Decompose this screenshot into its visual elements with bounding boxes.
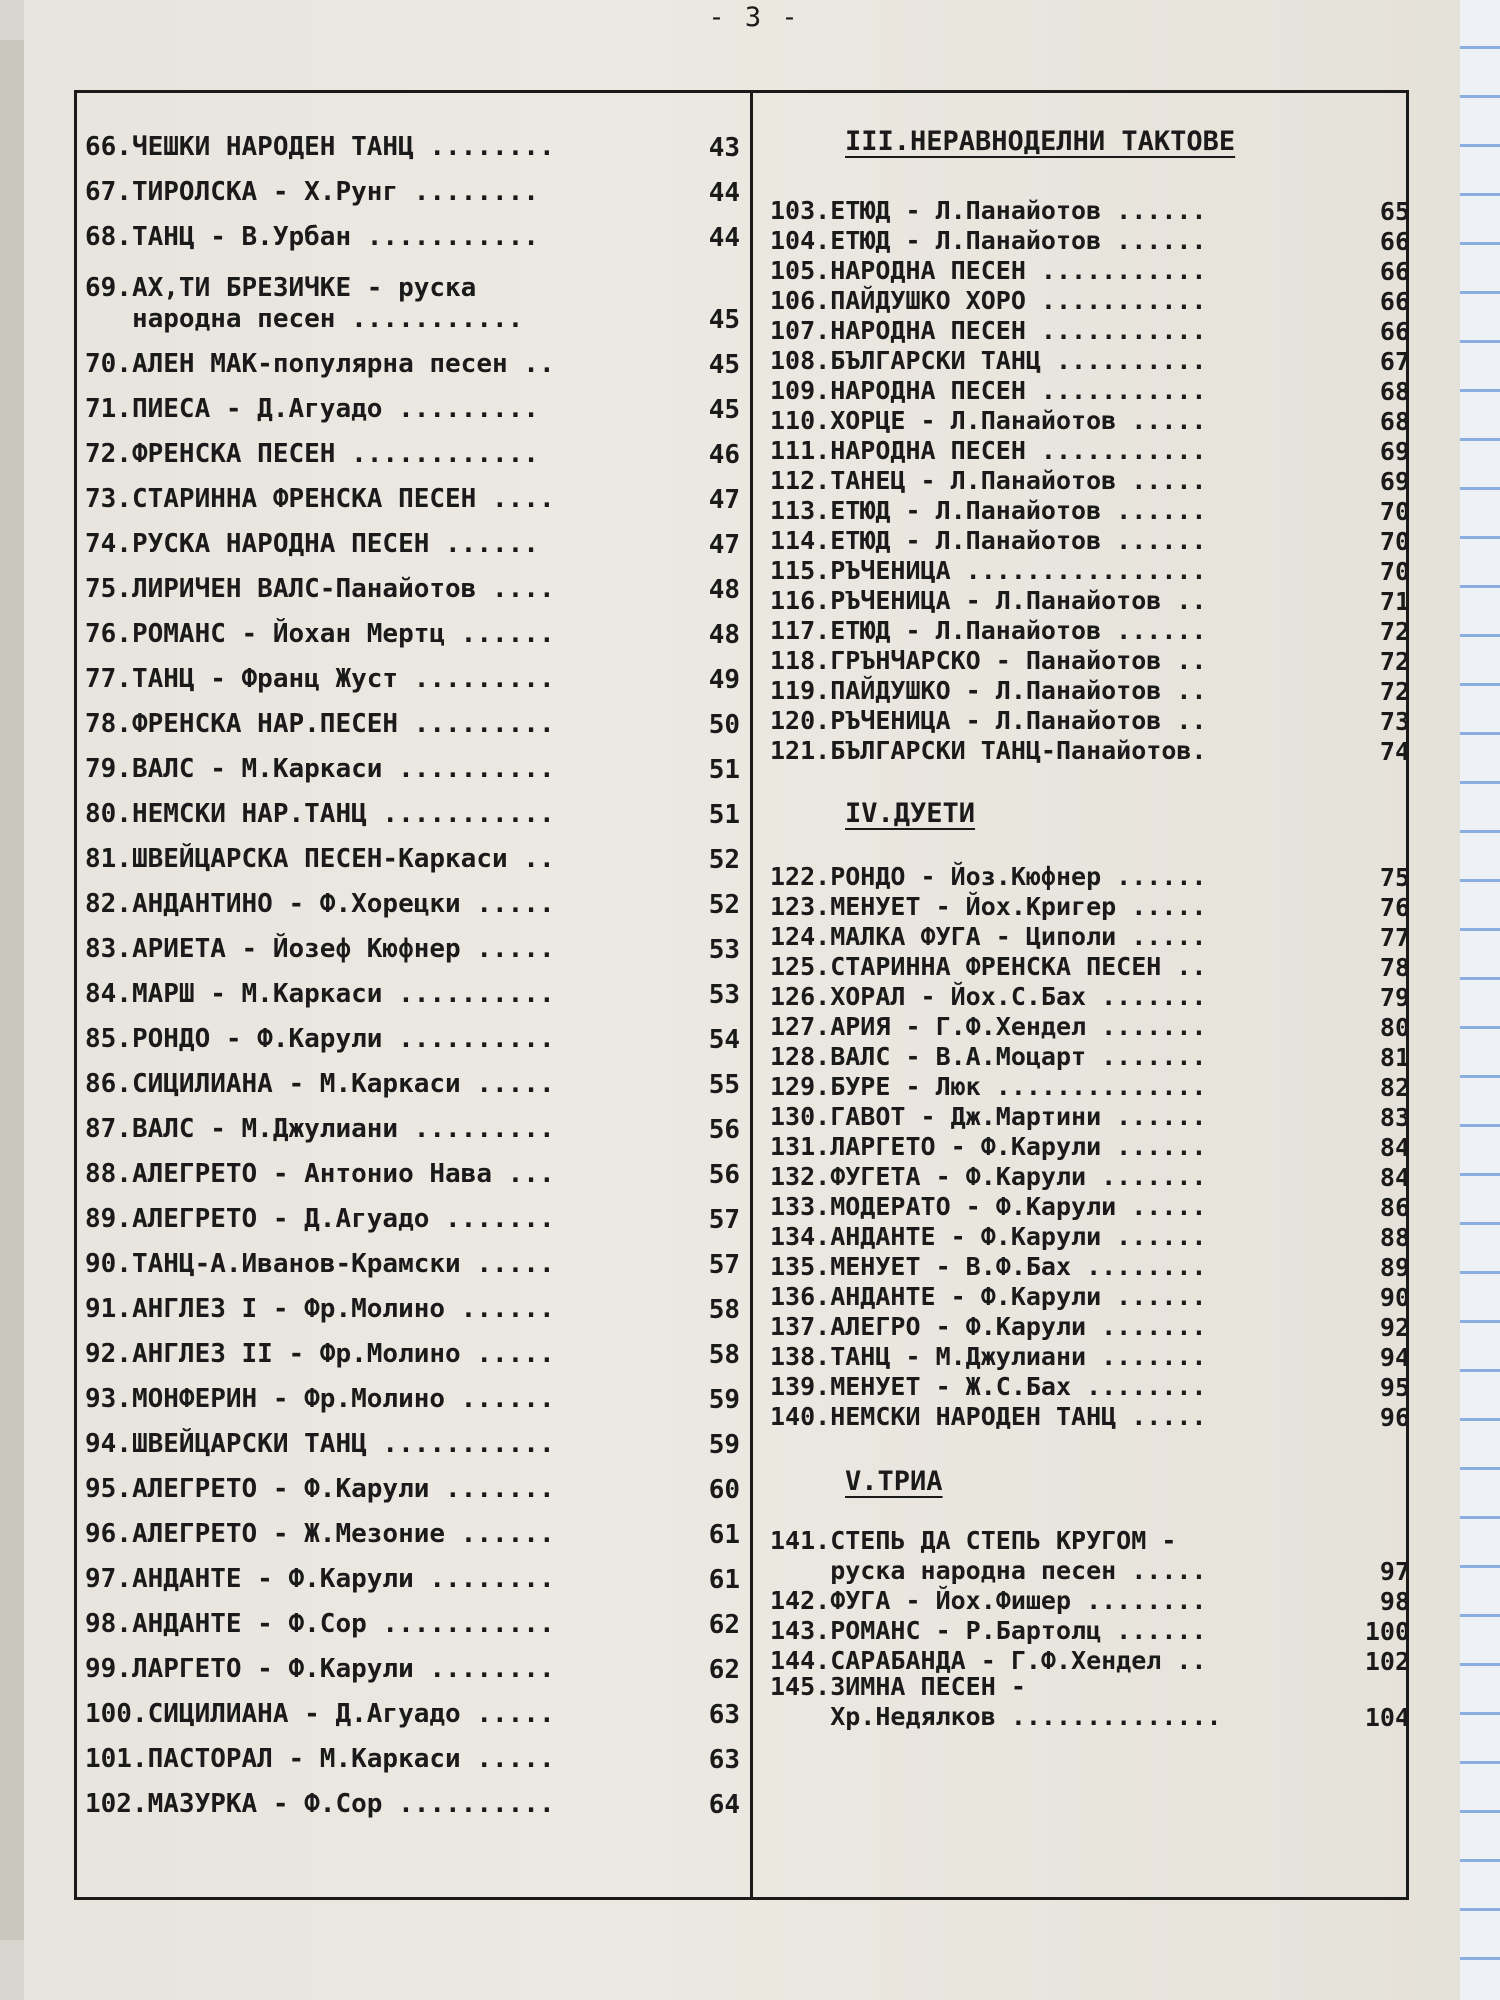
- entry-page-number: 75: [1379, 863, 1410, 892]
- entry-title: 90.ТАНЦ-А.Иванов-Крамски .....: [85, 1248, 555, 1279]
- entry-title: 124.МАЛКА ФУГА - Циполи .....: [770, 922, 1207, 951]
- contents-entry: [85, 1055, 740, 1100]
- contents-entry: [770, 1312, 1410, 1342]
- contents-entry: [770, 436, 1410, 466]
- entry-page-number: 72: [1379, 617, 1410, 646]
- section-iii-list: [770, 196, 1410, 766]
- entry-page-number: 78: [1379, 953, 1410, 982]
- contents-entry: [770, 1132, 1410, 1162]
- entry-title: 112.ТАНЕЦ - Л.Панайотов .....: [770, 466, 1207, 495]
- entry-title: 88.АЛЕГРЕТО - Антонио Нава ...: [85, 1158, 555, 1189]
- entry-page-number: 77: [1379, 923, 1410, 952]
- entry-title: 129.БУРЕ - Люк ..............: [770, 1072, 1207, 1101]
- contents-entry: [770, 1672, 1410, 1732]
- entry-page-number: 57: [708, 1250, 740, 1280]
- entry-title: 127.АРИЯ - Г.Ф.Хендел .......: [770, 1012, 1207, 1041]
- entry-page-number: 82: [1379, 1073, 1410, 1102]
- contents-entry: [85, 875, 740, 920]
- entry-page-number: 59: [708, 1385, 740, 1415]
- entry-page-number: 70: [1379, 527, 1410, 556]
- entry-page-number: 44: [708, 223, 740, 253]
- contents-entry: [770, 586, 1410, 616]
- page-number: - 3 -: [708, 2, 800, 33]
- entry-page-number: 48: [708, 575, 740, 605]
- contents-entry: [85, 695, 740, 740]
- contents-entry: [770, 1012, 1410, 1042]
- contents-entry: [85, 1010, 740, 1055]
- contents-entry: [770, 952, 1410, 982]
- entry-title: 96.АЛЕГРЕТО - Ж.Мезоние ......: [85, 1518, 555, 1549]
- entry-title: 89.АЛЕГРЕТО - Д.Агуадо .......: [85, 1203, 555, 1234]
- entry-page-number: 86: [1379, 1193, 1410, 1222]
- contents-entry: [770, 286, 1410, 316]
- entry-page-number: 43: [708, 133, 740, 163]
- entry-page-number: 96: [1379, 1403, 1410, 1432]
- entry-title: 117.ЕТЮД - Л.Панайотов ......: [770, 616, 1207, 645]
- entry-page-number: 62: [708, 1655, 740, 1685]
- entry-title: 126.ХОРАЛ - Йох.С.Бах .......: [770, 982, 1207, 1011]
- entry-title: 130.ГАВОТ - Дж.Мартини ......: [770, 1102, 1207, 1131]
- section-title-iv: IV.ДУЕТИ: [845, 798, 976, 829]
- contents-entry: [770, 316, 1410, 346]
- contents-entry: [770, 1402, 1410, 1432]
- entry-page-number: 88: [1379, 1223, 1410, 1252]
- entry-title: 81.ШВЕЙЦАРСКА ПЕСЕН-Каркаси ..: [85, 843, 555, 874]
- entry-title: 142.ФУГА - Йох.Фишер ........: [770, 1586, 1207, 1615]
- entry-title: 119.ПАЙДУШКО - Л.Панайотов ..: [770, 676, 1207, 705]
- contents-entry: [770, 1616, 1410, 1646]
- entry-page-number: 89: [1379, 1253, 1410, 1282]
- contents-entry: [85, 1415, 740, 1460]
- entry-page-number: 69: [1379, 467, 1410, 496]
- contents-entry: [85, 920, 740, 965]
- entry-title: 87.ВАЛС - М.Джулиани .........: [85, 1113, 555, 1144]
- entry-page-number: 97: [1379, 1557, 1410, 1586]
- contents-entry: [85, 1370, 740, 1415]
- entry-page-number: 57: [708, 1205, 740, 1235]
- contents-entry: [770, 1222, 1410, 1252]
- contents-entry: [85, 1325, 740, 1370]
- contents-entry: [85, 335, 740, 380]
- entry-title: 107.НАРОДНА ПЕСЕН ...........: [770, 316, 1207, 345]
- entry-title: 79.ВАЛС - М.Каркаси ..........: [85, 753, 555, 784]
- entry-page-number: 52: [708, 890, 740, 920]
- entry-page-number: 90: [1379, 1283, 1410, 1312]
- contents-entry: [770, 736, 1410, 766]
- contents-entry: [770, 1342, 1410, 1372]
- entry-page-number: 51: [708, 755, 740, 785]
- entry-title: 78.ФРЕНСКА НАР.ПЕСЕН .........: [85, 708, 555, 739]
- entry-page-number: 47: [708, 485, 740, 515]
- contents-entry: [770, 346, 1410, 376]
- entry-page-number: 58: [708, 1295, 740, 1325]
- entry-title: 141.СТЕПЬ ДА СТЕПЬ КРУГОМ - руска народна песен .....: [770, 1526, 1207, 1585]
- section-title-iii: III.НЕРАВНОДЕЛНИ ТАКТОВЕ: [845, 126, 1236, 157]
- entry-page-number: 60: [708, 1475, 740, 1505]
- grid-paper-background: [1460, 0, 1500, 2000]
- section-v-list: [770, 1526, 1410, 1732]
- entry-page-number: 53: [708, 980, 740, 1010]
- entry-page-number: 76: [1379, 893, 1410, 922]
- entry-title: 77.ТАНЦ - Франц Жуст .........: [85, 663, 555, 694]
- section-iv-list: [770, 862, 1410, 1432]
- entry-page-number: 51: [708, 800, 740, 830]
- entry-page-number: 72: [1379, 647, 1410, 676]
- contents-entry: [85, 1145, 740, 1190]
- entry-page-number: 70: [1379, 497, 1410, 526]
- contents-entry: [85, 163, 740, 208]
- entry-title: 94.ШВЕЙЦАРСКИ ТАНЦ ...........: [85, 1428, 555, 1459]
- entry-title: 103.ЕТЮД - Л.Панайотов ......: [770, 196, 1207, 225]
- entry-title: 108.БЪЛГАРСКИ ТАНЦ ..........: [770, 346, 1207, 375]
- entry-title: 93.МОНФЕРИН - Фр.Молино ......: [85, 1383, 555, 1414]
- entry-page-number: 94: [1379, 1343, 1410, 1372]
- entry-title: 84.МАРШ - М.Каркаси ..........: [85, 978, 555, 1009]
- entry-title: 69.АХ,ТИ БРЕЗИЧКЕ - руска народна песен ...........: [85, 272, 524, 334]
- entry-page-number: 67: [1379, 347, 1410, 376]
- entry-page-number: 54: [708, 1025, 740, 1055]
- entry-title: 133.МОДЕРАТО - Ф.Карули .....: [770, 1192, 1207, 1221]
- contents-entry: [85, 515, 740, 560]
- entry-title: 114.ЕТЮД - Л.Панайотов ......: [770, 526, 1207, 555]
- entry-title: 106.ПАЙДУШКО ХОРО ...........: [770, 286, 1207, 315]
- entry-page-number: 95: [1379, 1373, 1410, 1402]
- entry-page-number: 58: [708, 1340, 740, 1370]
- contents-entry: [770, 226, 1410, 256]
- entry-title: 98.АНДАНТЕ - Ф.Сор ...........: [85, 1608, 555, 1639]
- entry-page-number: 104: [1364, 1703, 1410, 1732]
- entry-page-number: 74: [1379, 737, 1410, 766]
- entry-page-number: 50: [708, 710, 740, 740]
- entry-title: 73.СТАРИННА ФРЕНСКА ПЕСЕН ....: [85, 483, 555, 514]
- entry-page-number: 92: [1379, 1313, 1410, 1342]
- entry-title: 111.НАРОДНА ПЕСЕН ...........: [770, 436, 1207, 465]
- entry-title: 145.ЗИМНА ПЕСЕН - Хр.Недялков ..............: [770, 1672, 1222, 1731]
- contents-entry: [85, 560, 740, 605]
- entry-page-number: 59: [708, 1430, 740, 1460]
- entry-title: 116.РЪЧЕНИЦА - Л.Панайотов ..: [770, 586, 1207, 615]
- entry-page-number: 81: [1379, 1043, 1410, 1072]
- contents-entry: [85, 740, 740, 785]
- contents-entry: [770, 1162, 1410, 1192]
- entry-title: 70.АЛЕН МАК-популярна песен ..: [85, 348, 555, 379]
- entry-title: 113.ЕТЮД - Л.Панайотов ......: [770, 496, 1207, 525]
- entry-title: 134.АНДАНТЕ - Ф.Карули ......: [770, 1222, 1207, 1251]
- entry-page-number: 63: [708, 1745, 740, 1775]
- entry-page-number: 73: [1379, 707, 1410, 736]
- entry-page-number: 61: [708, 1520, 740, 1550]
- entry-page-number: 69: [1379, 437, 1410, 466]
- entry-title: 120.РЪЧЕНИЦА - Л.Панайотов ..: [770, 706, 1207, 735]
- entry-page-number: 66: [1379, 287, 1410, 316]
- contents-entry: [770, 406, 1410, 436]
- entry-title: 95.АЛЕГРЕТО - Ф.Карули .......: [85, 1473, 555, 1504]
- contents-entry: [85, 208, 740, 253]
- entry-page-number: 68: [1379, 377, 1410, 406]
- contents-entry: [770, 1526, 1410, 1586]
- contents-entry: [770, 556, 1410, 586]
- entry-title: 132.ФУГЕТА - Ф.Карули .......: [770, 1162, 1207, 1191]
- entry-title: 122.РОНДО - Йоз.Кюфнер ......: [770, 862, 1207, 891]
- entry-page-number: 63: [708, 1700, 740, 1730]
- entry-page-number: 45: [708, 350, 740, 380]
- contents-entry: [770, 466, 1410, 496]
- adjacent-page-edge: [0, 40, 24, 1940]
- entry-title: 83.АРИЕТА - Йозеф Кюфнер .....: [85, 933, 555, 964]
- entry-title: 91.АНГЛЕЗ I - Фр.Молино ......: [85, 1293, 555, 1324]
- contents-entry: [770, 1072, 1410, 1102]
- contents-entry: [770, 1192, 1410, 1222]
- entry-title: 67.ТИРОЛСКА - Х.Рунг ........: [85, 176, 539, 207]
- contents-entry: [85, 253, 740, 335]
- entry-page-number: 46: [708, 440, 740, 470]
- contents-entry: [770, 376, 1410, 406]
- contents-entry: [770, 922, 1410, 952]
- entry-page-number: 52: [708, 845, 740, 875]
- entry-title: 137.АЛЕГРО - Ф.Карули .......: [770, 1312, 1207, 1341]
- entry-title: 100.СИЦИЛИАНА - Д.Агуадо .....: [85, 1698, 555, 1729]
- contents-entry: [85, 1235, 740, 1280]
- entry-page-number: 98: [1379, 1587, 1410, 1616]
- entry-page-number: 49: [708, 665, 740, 695]
- entry-title: 85.РОНДО - Ф.Карули ..........: [85, 1023, 555, 1054]
- entry-title: 68.ТАНЦ - В.Урбан ...........: [85, 221, 539, 252]
- entry-page-number: 102: [1364, 1647, 1410, 1676]
- contents-entry: [770, 676, 1410, 706]
- contents-entry: [85, 1640, 740, 1685]
- entry-title: 131.ЛАРГЕТО - Ф.Карули ......: [770, 1132, 1207, 1161]
- entry-page-number: 84: [1379, 1133, 1410, 1162]
- entry-title: 125.СТАРИННА ФРЕНСКА ПЕСЕН ..: [770, 952, 1207, 981]
- section-title-v: V.ТРИА: [845, 1466, 943, 1497]
- entry-page-number: 84: [1379, 1163, 1410, 1192]
- contents-entry: [770, 892, 1410, 922]
- contents-entry: [85, 1505, 740, 1550]
- entry-page-number: 45: [708, 305, 740, 335]
- contents-entry: [770, 1372, 1410, 1402]
- contents-entry: [770, 496, 1410, 526]
- contents-entry: [85, 1280, 740, 1325]
- entry-page-number: 71: [1379, 587, 1410, 616]
- column-divider: [750, 90, 753, 1900]
- contents-entry: [85, 785, 740, 830]
- entry-title: 66.ЧЕШКИ НАРОДЕН ТАНЦ ........: [85, 131, 555, 162]
- entry-page-number: 79: [1379, 983, 1410, 1012]
- contents-entry: [85, 1100, 740, 1145]
- entry-title: 80.НЕМСКИ НАР.ТАНЦ ...........: [85, 798, 555, 829]
- contents-entry: [770, 256, 1410, 286]
- entry-page-number: 56: [708, 1115, 740, 1145]
- entry-title: 102.МАЗУРКА - Ф.Сор ..........: [85, 1788, 555, 1819]
- entry-title: 71.ПИЕСА - Д.Агуадо .........: [85, 393, 539, 424]
- contents-entry: [770, 706, 1410, 736]
- entry-title: 139.МЕНУЕТ - Ж.С.Бах ........: [770, 1372, 1207, 1401]
- entry-page-number: 45: [708, 395, 740, 425]
- entry-title: 104.ЕТЮД - Л.Панайотов ......: [770, 226, 1207, 255]
- contents-entry: [770, 1252, 1410, 1282]
- contents-entry: [770, 1042, 1410, 1072]
- entry-title: 121.БЪЛГАРСКИ ТАНЦ-Панайотов.: [770, 736, 1207, 765]
- entry-page-number: 62: [708, 1610, 740, 1640]
- entry-title: 135.МЕНУЕТ - В.Ф.Бах ........: [770, 1252, 1207, 1281]
- entry-title: 72.ФРЕНСКА ПЕСЕН ............: [85, 438, 539, 469]
- contents-entry: [770, 616, 1410, 646]
- contents-entry: [770, 862, 1410, 892]
- contents-right-column: [770, 126, 1410, 1732]
- entry-page-number: 55: [708, 1070, 740, 1100]
- entry-title: 101.ПАСТОРАЛ - М.Каркаси .....: [85, 1743, 555, 1774]
- entry-page-number: 72: [1379, 677, 1410, 706]
- contents-entry: [85, 118, 740, 163]
- entry-title: 143.РОМАНС - Р.Бартолц ......: [770, 1616, 1207, 1645]
- entry-title: 138.ТАНЦ - М.Джулиани .......: [770, 1342, 1207, 1371]
- entry-title: 140.НЕМСКИ НАРОДЕН ТАНЦ .....: [770, 1402, 1207, 1431]
- contents-entry: [770, 1282, 1410, 1312]
- entry-title: 136.АНДАНТЕ - Ф.Карули ......: [770, 1282, 1207, 1311]
- contents-entry: [85, 965, 740, 1010]
- entry-title: 75.ЛИРИЧЕН ВАЛС-Панайотов ....: [85, 573, 555, 604]
- entry-title: 118.ГРЪНЧАРСКО - Панайотов ..: [770, 646, 1207, 675]
- contents-entry: [85, 1460, 740, 1505]
- entry-title: 105.НАРОДНА ПЕСЕН ...........: [770, 256, 1207, 285]
- contents-entry: [85, 1685, 740, 1730]
- entry-title: 74.РУСКА НАРОДНА ПЕСЕН ......: [85, 528, 539, 559]
- entry-page-number: 56: [708, 1160, 740, 1190]
- contents-entry: [770, 196, 1410, 226]
- contents-entry: [85, 425, 740, 470]
- entry-page-number: 70: [1379, 557, 1410, 586]
- contents-entry: [85, 470, 740, 515]
- entry-page-number: 68: [1379, 407, 1410, 436]
- contents-entry: [85, 650, 740, 695]
- entry-page-number: 65: [1379, 197, 1410, 226]
- entry-title: 144.САРАБАНДА - Г.Ф.Хендел ..: [770, 1646, 1207, 1675]
- contents-entry: [770, 646, 1410, 676]
- contents-entry: [85, 1730, 740, 1775]
- entry-title: 97.АНДАНТЕ - Ф.Карули ........: [85, 1563, 555, 1594]
- entry-title: 123.МЕНУЕТ - Йох.Кригер .....: [770, 892, 1207, 921]
- contents-entry: [85, 380, 740, 425]
- entry-title: 86.СИЦИЛИАНА - М.Каркаси .....: [85, 1068, 555, 1099]
- contents-entry: [85, 605, 740, 650]
- entry-title: 99.ЛАРГЕТО - Ф.Карули ........: [85, 1653, 555, 1684]
- contents-entry: [85, 830, 740, 875]
- entry-title: 115.РЪЧЕНИЦА ................: [770, 556, 1207, 585]
- contents-entry: [770, 1102, 1410, 1132]
- contents-entry: [85, 1550, 740, 1595]
- contents-entry: [85, 1775, 740, 1820]
- entry-page-number: 48: [708, 620, 740, 650]
- entry-page-number: 44: [708, 178, 740, 208]
- entry-page-number: 80: [1379, 1013, 1410, 1042]
- entry-page-number: 47: [708, 530, 740, 560]
- entry-title: 82.АНДАНТИНО - Ф.Хорецки .....: [85, 888, 555, 919]
- entry-page-number: 61: [708, 1565, 740, 1595]
- contents-entry: [770, 1586, 1410, 1616]
- contents-entry: [85, 1595, 740, 1640]
- entry-page-number: 66: [1379, 227, 1410, 256]
- entry-title: 92.АНГЛЕЗ II - Фр.Молино .....: [85, 1338, 555, 1369]
- contents-left-column: [85, 118, 740, 1820]
- entry-title: 109.НАРОДНА ПЕСЕН ...........: [770, 376, 1207, 405]
- contents-entry: [770, 982, 1410, 1012]
- entry-title: 110.ХОРЦЕ - Л.Панайотов .....: [770, 406, 1207, 435]
- entry-page-number: 66: [1379, 317, 1410, 346]
- entry-page-number: 64: [708, 1790, 740, 1820]
- entry-title: 128.ВАЛС - В.А.Моцарт .......: [770, 1042, 1207, 1071]
- contents-entry: [770, 526, 1410, 556]
- entry-page-number: 53: [708, 935, 740, 965]
- entry-page-number: 83: [1379, 1103, 1410, 1132]
- entry-page-number: 66: [1379, 257, 1410, 286]
- contents-entry: [85, 1190, 740, 1235]
- entry-page-number: 100: [1364, 1617, 1410, 1646]
- entry-title: 76.РОМАНС - Йохан Мертц ......: [85, 618, 555, 649]
